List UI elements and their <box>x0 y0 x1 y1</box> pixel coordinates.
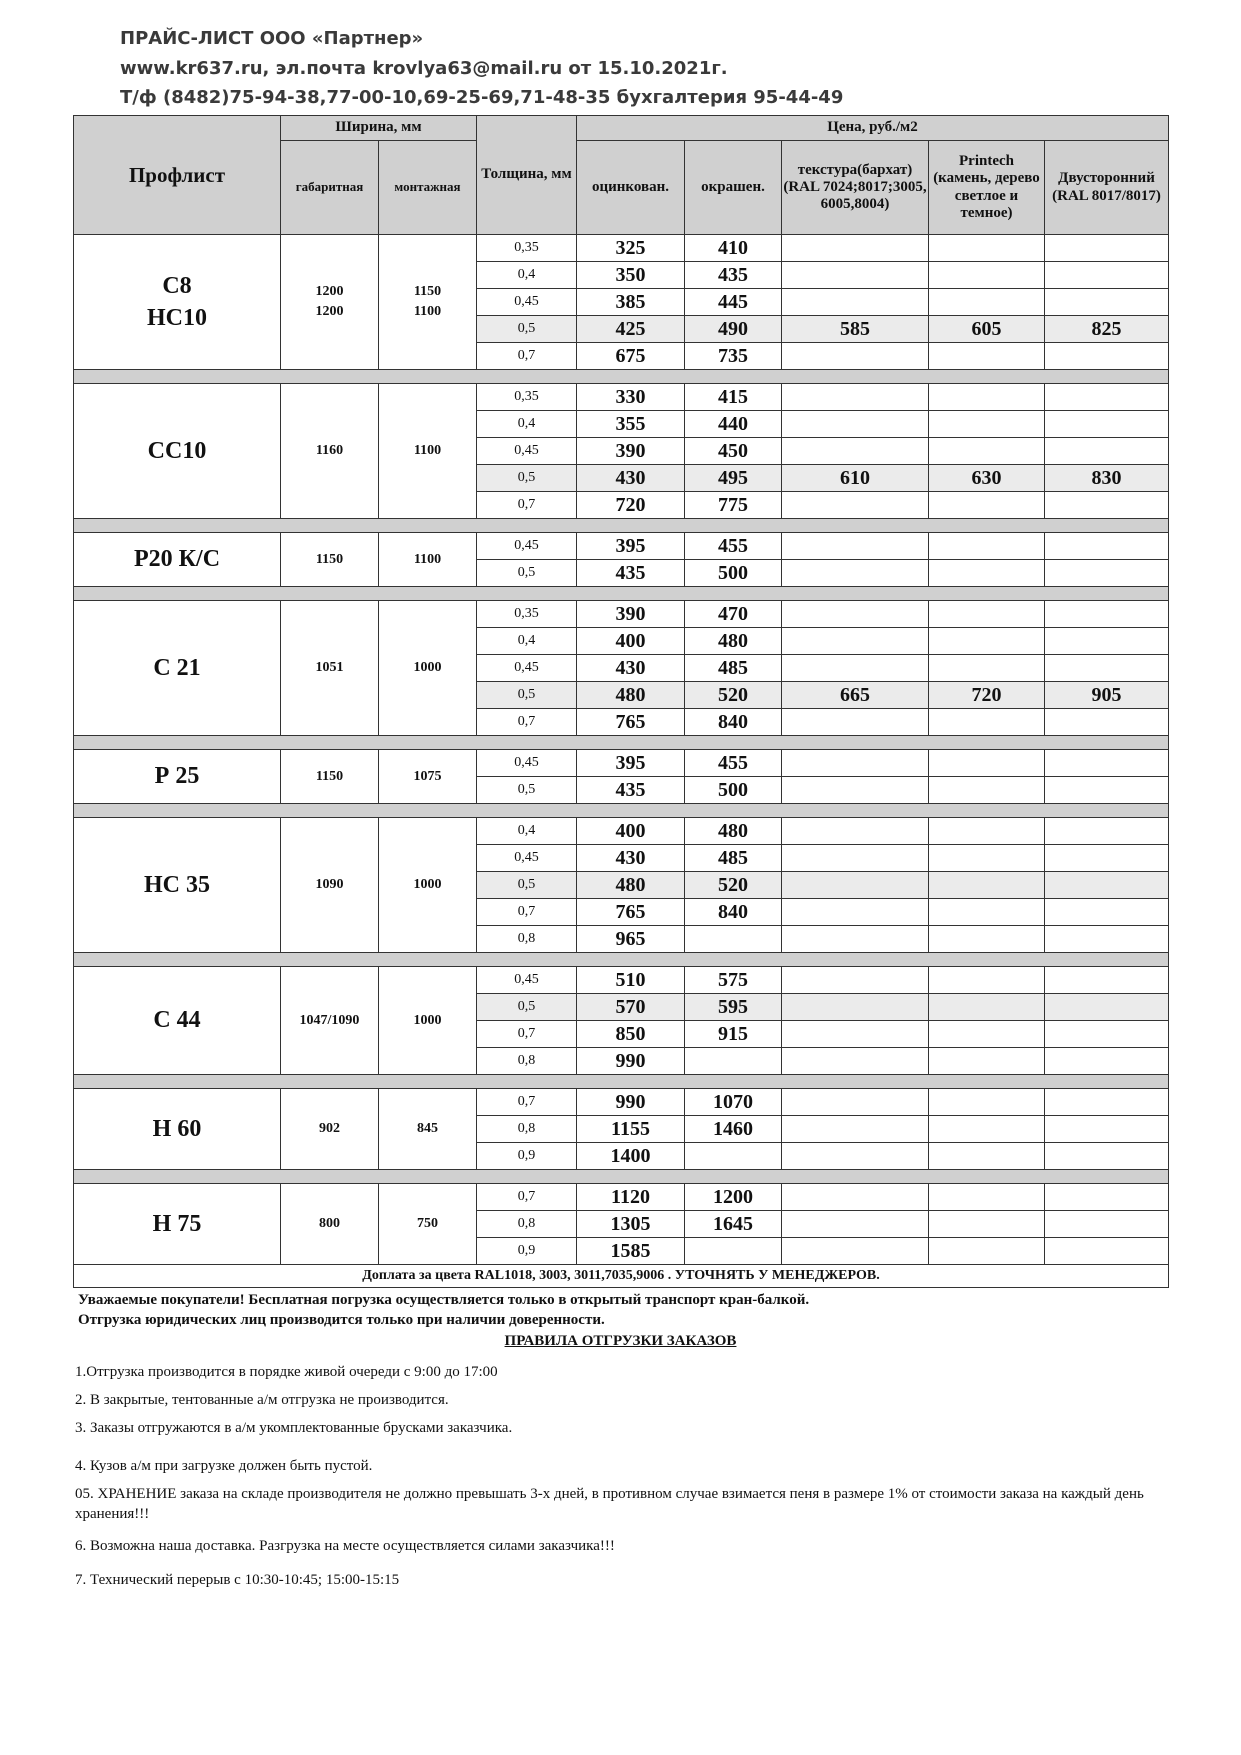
price-painted-cell: 1460 <box>685 1116 782 1143</box>
width-gabarit: 1150 <box>281 750 379 804</box>
price-printech-cell <box>929 1238 1045 1265</box>
price-galv-cell: 325 <box>577 235 685 262</box>
price-texture-cell <box>782 777 929 804</box>
price-double-cell <box>1045 1048 1169 1075</box>
price-galv-cell: 510 <box>577 967 685 994</box>
price-painted-cell: 500 <box>685 777 782 804</box>
table-row <box>74 967 1169 994</box>
thickness-cell: 0,8 <box>477 926 577 953</box>
price-galv-cell: 385 <box>577 289 685 316</box>
price-galv-cell: 430 <box>577 465 685 492</box>
header-phones: Т/ф (8482)75-94-38,77-00-10,69-25-69,71-48-35 бухгалтерия 95-44-49 <box>120 87 844 108</box>
price-double-cell <box>1045 411 1169 438</box>
price-double-cell <box>1045 289 1169 316</box>
price-painted-cell: 735 <box>685 343 782 370</box>
thickness-cell: 0,8 <box>477 1048 577 1075</box>
price-painted-cell <box>685 1143 782 1170</box>
header-title: ПРАЙС-ЛИСТ ООО «Партнер» <box>120 28 424 49</box>
price-galv-cell: 330 <box>577 384 685 411</box>
price-texture-cell <box>782 289 929 316</box>
price-double-cell <box>1045 655 1169 682</box>
width-mount: 1150 1100 <box>379 235 477 370</box>
price-painted-cell: 455 <box>685 750 782 777</box>
price-double-cell <box>1045 1089 1169 1116</box>
price-printech-cell <box>929 262 1045 289</box>
separator-cell <box>74 587 1169 601</box>
rule-item: 1.Отгрузка производится в порядке живой очереди с 9:00 до 17:00 <box>75 1364 498 1380</box>
thickness-cell: 0,5 <box>477 872 577 899</box>
price-texture-cell: 585 <box>782 316 929 343</box>
header-width: Ширина, мм <box>281 116 477 141</box>
price-printech-cell: 605 <box>929 316 1045 343</box>
rule-item: 2. В закрытые, тентованные а/м отгрузка не производится. <box>75 1392 449 1408</box>
price-double-cell <box>1045 1184 1169 1211</box>
table-row <box>74 384 1169 411</box>
price-double-cell <box>1045 899 1169 926</box>
width-mount: 1000 <box>379 818 477 953</box>
price-double-cell <box>1045 926 1169 953</box>
group-separator <box>74 1170 1169 1184</box>
rule-item: 4. Кузов а/м при загрузке должен быть пустой. <box>75 1458 373 1474</box>
width-mount: 1100 <box>379 533 477 587</box>
header-galv: оцинкован. <box>577 141 685 235</box>
thickness-cell: 0,5 <box>477 560 577 587</box>
price-printech-cell <box>929 994 1045 1021</box>
profile-name: С 21 <box>74 601 281 736</box>
width-mount: 750 <box>379 1184 477 1265</box>
price-texture-cell <box>782 709 929 736</box>
price-double-cell <box>1045 1021 1169 1048</box>
header-contacts: www.kr637.ru, эл.почта krovlya63@mail.ru от 15.10.2021г. <box>120 58 728 79</box>
price-double-cell <box>1045 750 1169 777</box>
price-texture-cell <box>782 384 929 411</box>
price-double-cell <box>1045 994 1169 1021</box>
thickness-cell: 0,5 <box>477 465 577 492</box>
price-double-cell <box>1045 818 1169 845</box>
price-painted-cell: 500 <box>685 560 782 587</box>
notice-legal: Отгрузка юридических лиц производится только при наличии доверенности. <box>78 1312 605 1328</box>
thickness-cell: 0,7 <box>477 1089 577 1116</box>
header-printech: Printech (камень, дерево светлое и темное) <box>929 141 1045 235</box>
price-painted-cell <box>685 1048 782 1075</box>
price-galv-cell: 990 <box>577 1048 685 1075</box>
price-double-cell <box>1045 1211 1169 1238</box>
group-separator <box>74 519 1169 533</box>
price-galv-cell: 480 <box>577 682 685 709</box>
price-painted-cell: 520 <box>685 682 782 709</box>
price-painted-cell: 1645 <box>685 1211 782 1238</box>
price-galv-cell: 425 <box>577 316 685 343</box>
price-texture-cell <box>782 262 929 289</box>
price-texture-cell <box>782 1048 929 1075</box>
thickness-cell: 0,4 <box>477 818 577 845</box>
price-painted-cell: 520 <box>685 872 782 899</box>
thickness-cell: 0,45 <box>477 967 577 994</box>
price-painted-cell: 485 <box>685 655 782 682</box>
price-galv-cell: 395 <box>577 533 685 560</box>
price-double-cell <box>1045 533 1169 560</box>
thickness-cell: 0,35 <box>477 235 577 262</box>
price-texture-cell <box>782 845 929 872</box>
separator-cell <box>74 804 1169 818</box>
color-surcharge-note: Доплата за цвета RAL1018, 3003, 3011,7035,9006 . УТОЧНЯТЬ У МЕНЕДЖЕРОВ. <box>74 1265 1169 1288</box>
width-mount: 1075 <box>379 750 477 804</box>
price-printech-cell <box>929 533 1045 560</box>
rule-item: 7. Технический перерыв с 10:30-10:45; 15:00-15:15 <box>75 1572 400 1588</box>
header-price: Цена, руб./м2 <box>577 116 1169 141</box>
price-painted-cell <box>685 1238 782 1265</box>
price-galv-cell: 765 <box>577 709 685 736</box>
width-mount: 1000 <box>379 967 477 1075</box>
price-printech-cell <box>929 438 1045 465</box>
price-printech-cell <box>929 235 1045 262</box>
thickness-cell: 0,4 <box>477 411 577 438</box>
price-printech-cell <box>929 601 1045 628</box>
price-double-cell <box>1045 492 1169 519</box>
price-painted-cell: 440 <box>685 411 782 438</box>
price-texture-cell <box>782 872 929 899</box>
price-texture-cell <box>782 343 929 370</box>
price-texture-cell <box>782 655 929 682</box>
header-thickness: Толщина, мм <box>477 116 577 235</box>
price-texture-cell <box>782 926 929 953</box>
table-row <box>74 1089 1169 1116</box>
price-printech-cell <box>929 1021 1045 1048</box>
price-texture-cell <box>782 967 929 994</box>
price-painted-cell: 1200 <box>685 1184 782 1211</box>
header-width-mont: монтажная <box>379 141 477 235</box>
price-printech-cell <box>929 289 1045 316</box>
price-printech-cell <box>929 560 1045 587</box>
profile-name: НС 35 <box>74 818 281 953</box>
width-gabarit: 1047/1090 <box>281 967 379 1075</box>
price-texture-cell <box>782 492 929 519</box>
price-galv-cell: 395 <box>577 750 685 777</box>
price-galv-cell: 570 <box>577 994 685 1021</box>
separator-cell <box>74 736 1169 750</box>
price-painted-cell: 485 <box>685 845 782 872</box>
width-gabarit: 1150 <box>281 533 379 587</box>
price-texture-cell <box>782 1238 929 1265</box>
price-printech-cell <box>929 492 1045 519</box>
price-galv-cell: 1155 <box>577 1116 685 1143</box>
separator-cell <box>74 370 1169 384</box>
price-galv-cell: 1120 <box>577 1184 685 1211</box>
price-double-cell <box>1045 384 1169 411</box>
width-gabarit: 902 <box>281 1089 379 1170</box>
width-mount: 1000 <box>379 601 477 736</box>
price-printech-cell <box>929 899 1045 926</box>
table-row <box>74 601 1169 628</box>
price-printech-cell <box>929 1116 1045 1143</box>
group-separator <box>74 1075 1169 1089</box>
rule-item: 05. ХРАНЕНИЕ заказа на складе производителя не должно превышать 3-х дней, в противном случае взимается пеня в размере 1% от стоимости заказа на каждый день хранения!!! <box>75 1486 1144 1523</box>
price-printech-cell <box>929 411 1045 438</box>
price-galv-cell: 430 <box>577 655 685 682</box>
price-painted-cell: 915 <box>685 1021 782 1048</box>
rule-item: 3. Заказы отгружаются в а/м укомплектованные брусками заказчика. <box>75 1420 513 1436</box>
profile-name: Р 25 <box>74 750 281 804</box>
profile-name: Н 60 <box>74 1089 281 1170</box>
price-texture-cell <box>782 1116 929 1143</box>
width-mount: 845 <box>379 1089 477 1170</box>
price-texture-cell <box>782 235 929 262</box>
price-double-cell <box>1045 872 1169 899</box>
price-printech-cell <box>929 384 1045 411</box>
price-galv-cell: 765 <box>577 899 685 926</box>
profile-name: Н 75 <box>74 1184 281 1265</box>
price-painted-cell: 840 <box>685 899 782 926</box>
width-gabarit: 1051 <box>281 601 379 736</box>
table-row <box>74 818 1169 845</box>
thickness-cell: 0,35 <box>477 384 577 411</box>
price-texture-cell <box>782 533 929 560</box>
thickness-cell: 0,35 <box>477 601 577 628</box>
price-printech-cell <box>929 709 1045 736</box>
price-galv-cell: 350 <box>577 262 685 289</box>
width-gabarit: 1160 <box>281 384 379 519</box>
price-printech-cell <box>929 1048 1045 1075</box>
price-printech-cell <box>929 926 1045 953</box>
price-painted-cell: 415 <box>685 384 782 411</box>
separator-cell <box>74 1170 1169 1184</box>
price-galv-cell: 850 <box>577 1021 685 1048</box>
separator-cell <box>74 1075 1169 1089</box>
price-texture-cell <box>782 899 929 926</box>
price-galv-cell: 675 <box>577 343 685 370</box>
thickness-cell: 0,4 <box>477 628 577 655</box>
price-double-cell <box>1045 1238 1169 1265</box>
header-profile: Профлист <box>74 116 281 235</box>
price-double-cell <box>1045 343 1169 370</box>
thickness-cell: 0,7 <box>477 899 577 926</box>
price-texture-cell <box>782 560 929 587</box>
price-double-cell <box>1045 235 1169 262</box>
price-double-cell <box>1045 1116 1169 1143</box>
thickness-cell: 0,4 <box>477 262 577 289</box>
price-double-cell <box>1045 438 1169 465</box>
price-table <box>73 115 1169 1288</box>
price-printech-cell <box>929 628 1045 655</box>
thickness-cell: 0,45 <box>477 750 577 777</box>
price-texture-cell <box>782 1211 929 1238</box>
header-width-gab: габаритная <box>281 141 379 235</box>
price-printech-cell <box>929 818 1045 845</box>
price-texture-cell: 665 <box>782 682 929 709</box>
price-painted-cell: 480 <box>685 818 782 845</box>
price-double-cell <box>1045 967 1169 994</box>
price-double-cell <box>1045 628 1169 655</box>
price-galv-cell: 435 <box>577 777 685 804</box>
thickness-cell: 0,45 <box>477 289 577 316</box>
separator-cell <box>74 953 1169 967</box>
thickness-cell: 0,5 <box>477 682 577 709</box>
width-mount: 1100 <box>379 384 477 519</box>
price-galv-cell: 1400 <box>577 1143 685 1170</box>
profile-name: С8 НС10 <box>74 235 281 370</box>
price-galv-cell: 390 <box>577 601 685 628</box>
price-painted-cell: 480 <box>685 628 782 655</box>
price-printech-cell <box>929 967 1045 994</box>
thickness-cell: 0,8 <box>477 1116 577 1143</box>
thickness-cell: 0,45 <box>477 438 577 465</box>
table-row <box>74 533 1169 560</box>
price-printech-cell <box>929 872 1045 899</box>
price-double-cell <box>1045 262 1169 289</box>
price-painted-cell: 495 <box>685 465 782 492</box>
table-row <box>74 235 1169 262</box>
group-separator <box>74 736 1169 750</box>
price-printech-cell <box>929 1184 1045 1211</box>
header-double: Двусторонний (RAL 8017/8017) <box>1045 141 1169 235</box>
profile-name: СС10 <box>74 384 281 519</box>
price-galv-cell: 990 <box>577 1089 685 1116</box>
price-galv-cell: 720 <box>577 492 685 519</box>
price-galv-cell: 1585 <box>577 1238 685 1265</box>
table-row <box>74 750 1169 777</box>
price-double-cell <box>1045 845 1169 872</box>
thickness-cell: 0,9 <box>477 1238 577 1265</box>
price-texture-cell <box>782 1021 929 1048</box>
header-texture: текстура(бархат) (RAL 7024;8017;3005, 6005,8004) <box>782 141 929 235</box>
price-double-cell <box>1045 709 1169 736</box>
thickness-cell: 0,9 <box>477 1143 577 1170</box>
price-texture-cell <box>782 628 929 655</box>
thickness-cell: 0,8 <box>477 1211 577 1238</box>
thickness-cell: 0,7 <box>477 1184 577 1211</box>
thickness-cell: 0,45 <box>477 655 577 682</box>
thickness-cell: 0,45 <box>477 533 577 560</box>
price-texture-cell <box>782 818 929 845</box>
profile-name: Р20 К/С <box>74 533 281 587</box>
price-galv-cell: 965 <box>577 926 685 953</box>
price-galv-cell: 400 <box>577 628 685 655</box>
separator-cell <box>74 519 1169 533</box>
price-printech-cell <box>929 655 1045 682</box>
price-printech-cell: 720 <box>929 682 1045 709</box>
price-painted-cell: 410 <box>685 235 782 262</box>
footnote-row <box>74 1265 1169 1288</box>
width-gabarit: 1200 1200 <box>281 235 379 370</box>
price-printech-cell <box>929 1143 1045 1170</box>
thickness-cell: 0,7 <box>477 492 577 519</box>
price-printech-cell <box>929 343 1045 370</box>
price-double-cell <box>1045 1143 1169 1170</box>
thickness-cell: 0,7 <box>477 709 577 736</box>
price-texture-cell <box>782 1143 929 1170</box>
price-double-cell: 905 <box>1045 682 1169 709</box>
price-painted-cell <box>685 926 782 953</box>
price-texture-cell: 610 <box>782 465 929 492</box>
price-painted-cell: 595 <box>685 994 782 1021</box>
price-painted-cell: 575 <box>685 967 782 994</box>
thickness-cell: 0,7 <box>477 343 577 370</box>
price-painted-cell: 490 <box>685 316 782 343</box>
price-galv-cell: 430 <box>577 845 685 872</box>
price-double-cell: 825 <box>1045 316 1169 343</box>
price-galv-cell: 480 <box>577 872 685 899</box>
price-texture-cell <box>782 750 929 777</box>
rule-item: 6. Возможна наша доставка. Разгрузка на месте осуществляется силами заказчика!!! <box>75 1538 615 1554</box>
price-printech-cell <box>929 1211 1045 1238</box>
price-texture-cell <box>782 438 929 465</box>
price-printech-cell <box>929 777 1045 804</box>
price-texture-cell <box>782 994 929 1021</box>
price-painted-cell: 455 <box>685 533 782 560</box>
price-galv-cell: 390 <box>577 438 685 465</box>
rules-title: ПРАВИЛА ОТГРУЗКИ ЗАКАЗОВ <box>504 1333 737 1349</box>
price-painted-cell: 450 <box>685 438 782 465</box>
thickness-cell: 0,7 <box>477 1021 577 1048</box>
price-texture-cell <box>782 1184 929 1211</box>
profile-name: С 44 <box>74 967 281 1075</box>
price-texture-cell <box>782 1089 929 1116</box>
price-galv-cell: 355 <box>577 411 685 438</box>
header-painted: окрашен. <box>685 141 782 235</box>
price-painted-cell: 435 <box>685 262 782 289</box>
price-galv-cell: 1305 <box>577 1211 685 1238</box>
price-painted-cell: 775 <box>685 492 782 519</box>
price-texture-cell <box>782 411 929 438</box>
price-double-cell <box>1045 560 1169 587</box>
price-texture-cell <box>782 601 929 628</box>
price-painted-cell: 1070 <box>685 1089 782 1116</box>
notice-loading: Уважаемые покупатели! Бесплатная погрузка осуществляется только в открытый транспорт кран-балкой. <box>78 1292 810 1308</box>
price-double-cell <box>1045 601 1169 628</box>
group-separator <box>74 587 1169 601</box>
table-row <box>74 1184 1169 1211</box>
thickness-cell: 0,5 <box>477 994 577 1021</box>
price-painted-cell: 470 <box>685 601 782 628</box>
price-painted-cell: 445 <box>685 289 782 316</box>
thickness-cell: 0,45 <box>477 845 577 872</box>
thickness-cell: 0,5 <box>477 316 577 343</box>
price-double-cell <box>1045 777 1169 804</box>
price-galv-cell: 400 <box>577 818 685 845</box>
price-printech-cell <box>929 845 1045 872</box>
group-separator <box>74 804 1169 818</box>
price-double-cell: 830 <box>1045 465 1169 492</box>
thickness-cell: 0,5 <box>477 777 577 804</box>
width-gabarit: 1090 <box>281 818 379 953</box>
price-printech-cell <box>929 750 1045 777</box>
width-gabarit: 800 <box>281 1184 379 1265</box>
price-painted-cell: 840 <box>685 709 782 736</box>
group-separator <box>74 370 1169 384</box>
price-printech-cell <box>929 1089 1045 1116</box>
price-printech-cell: 630 <box>929 465 1045 492</box>
price-galv-cell: 435 <box>577 560 685 587</box>
group-separator <box>74 953 1169 967</box>
